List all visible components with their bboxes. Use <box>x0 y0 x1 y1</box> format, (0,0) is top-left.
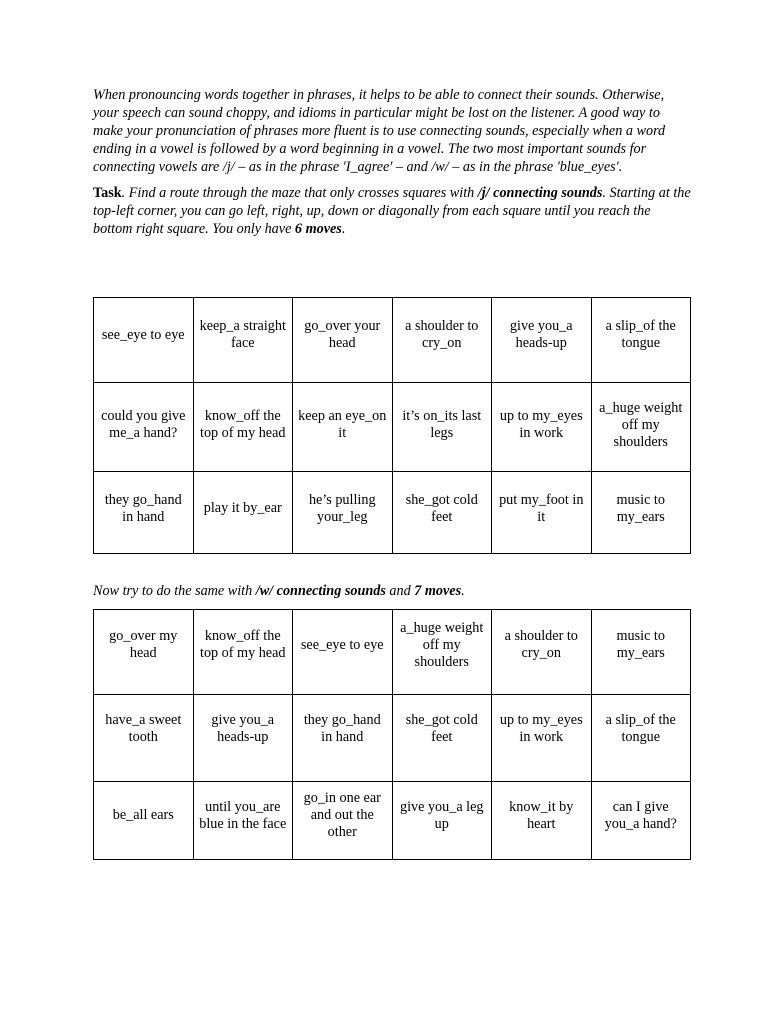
maze-cell: go_in one ear and out the other <box>293 782 393 860</box>
maze-cell: go_over your head <box>293 298 393 383</box>
maze-cell: keep an eye_on it <box>293 383 393 472</box>
maze-cell: she_got cold feet <box>392 695 492 782</box>
maze-cell: music to my_ears <box>591 472 691 554</box>
maze-cell: see_eye to eye <box>293 610 393 695</box>
maze-cell: he’s pulling your_leg <box>293 472 393 554</box>
task2-text-3: . <box>461 583 465 599</box>
maze-row <box>94 383 691 472</box>
maze-cell: know_off the top of my head <box>193 383 293 472</box>
maze-cell: until you_are blue in the face <box>193 782 293 860</box>
maze-cell: could you give me_a hand? <box>94 383 194 472</box>
maze-cell: give you_a heads-up <box>492 298 592 383</box>
maze-cell: she_got cold feet <box>392 472 492 554</box>
maze-cell: a shoulder to cry_on <box>392 298 492 383</box>
task2-bold-sound: /w/ connecting sounds <box>255 583 386 599</box>
maze-cell: put my_foot in it <box>492 472 592 554</box>
maze-cell: know_off the top of my head <box>193 610 293 695</box>
intro-paragraph: When pronouncing words together in phrases, it helps to be able to connect their sounds. Otherwise, your speech can sound choppy, and idioms in particular might be lost on the listener. A good way to make your pronunciation of phrases more fluent is to use connecting sounds, especially when a word ending in a vowel is followed by a word beginning in a vowel. The two most important sounds for connecting vowels are /j/ – as in the phrase 'I_agree' – and /w/ – as in the phrase 'blue_eyes'. <box>93 87 666 175</box>
task2-bold-moves: 7 moves <box>414 583 462 599</box>
maze-cell: a_huge weight off my shoulders <box>392 610 492 695</box>
maze-cell: see_eye to eye <box>94 298 194 383</box>
task-instructions <box>93 184 693 238</box>
maze-cell: go_over my head <box>94 610 194 695</box>
second-task-instructions <box>93 582 465 600</box>
task2-text-1: Now try to do the same with <box>93 583 256 599</box>
maze-cell: have_a sweet tooth <box>94 695 194 782</box>
task-bold-sound: /j/ connecting sounds <box>477 185 603 201</box>
maze-cell: a_huge weight off my shoulders <box>591 383 691 472</box>
maze-row <box>94 472 691 554</box>
maze-row <box>94 782 691 860</box>
maze-cell: a slip_of the tongue <box>591 298 691 383</box>
maze-cell: they go_hand in hand <box>94 472 194 554</box>
task2-text-2: and <box>385 583 415 599</box>
maze-row <box>94 695 691 782</box>
task-text-2: . Starting at the top-left corner, you can go left, right, up, down or diagonally from each square until you reach the bottom right square. You only have <box>93 185 691 237</box>
maze-table-w <box>93 609 691 860</box>
task-text-3: . <box>341 221 346 237</box>
task-label: Task <box>93 185 122 201</box>
maze-table-j <box>93 297 691 554</box>
task-bold-moves: 6 moves <box>294 221 342 237</box>
maze-cell: give you_a heads-up <box>193 695 293 782</box>
maze-cell: it’s on_its last legs <box>392 383 492 472</box>
worksheet-page <box>93 86 693 840</box>
maze-cell: up to my_eyes in work <box>492 383 592 472</box>
maze-cell: a shoulder to cry_on <box>492 610 592 695</box>
maze-row <box>94 298 691 383</box>
maze-cell: can I give you_a hand? <box>591 782 691 860</box>
task-text-1: . Find a route through the maze that only crosses squares with <box>121 185 478 201</box>
maze-cell: a slip_of the tongue <box>591 695 691 782</box>
maze-cell: music to my_ears <box>591 610 691 695</box>
maze-cell: play it by_ear <box>193 472 293 554</box>
maze-cell: they go_hand in hand <box>293 695 393 782</box>
maze-cell: be_all ears <box>94 782 194 860</box>
maze-cell: keep_a straight face <box>193 298 293 383</box>
maze-cell: give you_a leg up <box>392 782 492 860</box>
maze-cell: up to my_eyes in work <box>492 695 592 782</box>
maze-row <box>94 610 691 695</box>
maze-cell: know_it by heart <box>492 782 592 860</box>
